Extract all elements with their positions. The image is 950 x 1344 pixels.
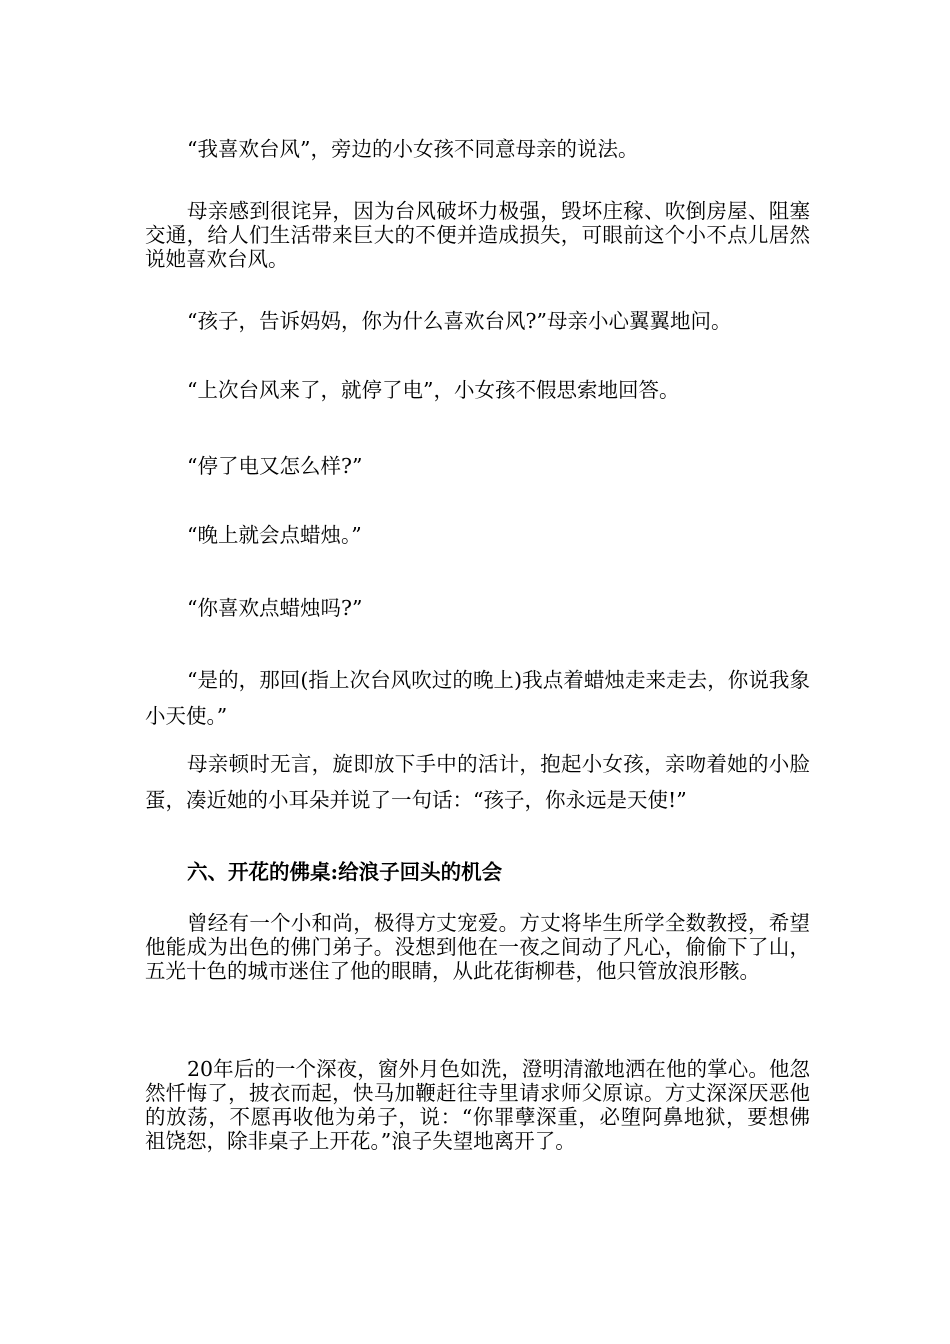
paragraph-mother-asks: “孩子，告诉妈妈，你为什么喜欢台风?”母亲小心翼翼地问。 <box>187 309 732 333</box>
paragraph-candles: “晚上就会点蜡烛。” <box>187 523 362 547</box>
paragraph-power-outage: “上次台风来了，就停了电”，小女孩不假思索地回答。 <box>187 378 680 402</box>
paragraph-forever-angel: 母亲顿时无言，旋即放下手中的活计，抱起小女孩，亲吻着她的小脸蛋，凑近她的小耳朵并说了一句话：“孩子，你永远是天使!” <box>145 752 810 812</box>
paragraph-twenty-years-later: 20年后的一个深夜，窗外月色如洗，澄明清澈地洒在他的掌心。他忽然忏悔了，披衣而起，快马加鞭赶往寺里请求师父原谅。方丈深深厌恶他的放荡，不愿再收他为弟子，说：“你罪孽深重，必堕阿鼻地狱，要想佛祖饶恕，除非桌子上开花。”浪子失望地离开了。 <box>145 1057 810 1153</box>
paragraph-girl-likes-typhoon: “我喜欢台风”，旁边的小女孩不同意母亲的说法。 <box>187 137 639 161</box>
paragraph-what-then: “停了电又怎么样?” <box>187 454 363 478</box>
paragraph-little-angel: “是的，那回(指上次台风吹过的晚上)我点着蜡烛走来走去，你说我象小天使。” <box>145 668 810 728</box>
paragraph-little-monk: 曾经有一个小和尚，极得方丈宠爱。方丈将毕生所学全数教授，希望他能成为出色的佛门弟子。没想到他在一夜之间动了凡心，偷偷下了山，五光十色的城市迷住了他的眼睛，从此花街柳巷，他只管放浪形骸。 <box>145 911 810 983</box>
paragraph-like-candles: “你喜欢点蜡烛吗?” <box>187 596 363 620</box>
paragraph-mother-surprised: 母亲感到很诧异，因为台风破坏力极强，毁坏庄稼、吹倒房屋、阻塞交通，给人们生活带来巨大的不便并造成损失，可眼前这个小不点儿居然说她喜欢台风。 <box>145 199 810 271</box>
section-heading: 六、开花的佛桌:给浪子回头的机会 <box>187 860 503 884</box>
